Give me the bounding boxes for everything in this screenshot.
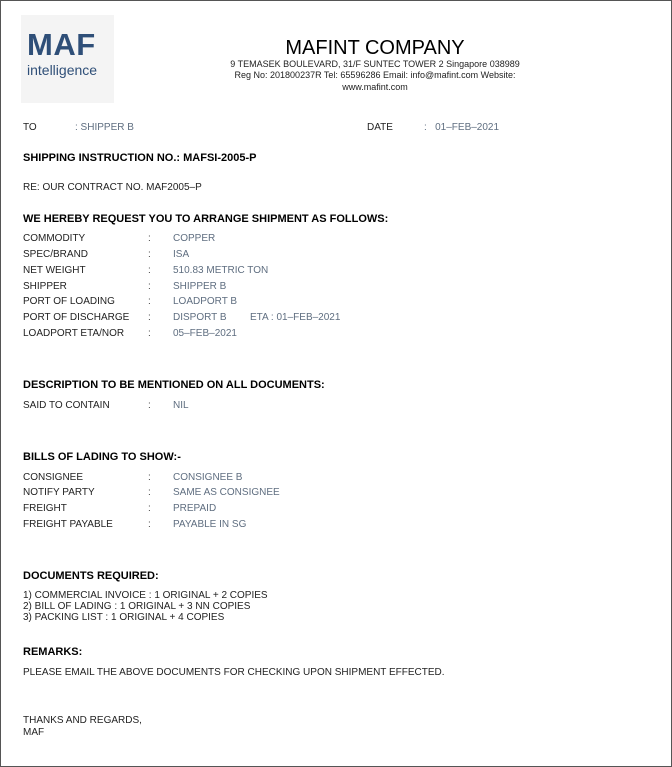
detail-value: SAME AS CONSIGNEE	[173, 487, 280, 498]
company-address: 9 TEMASEK BOULEVARD, 31/F SUNTEC TOWER 2 Singapore 038989	[230, 59, 520, 69]
list-item: 3) PACKING LIST : 1 ORIGINAL + 4 COPIES	[23, 612, 225, 623]
colon: :	[148, 265, 151, 276]
detail-value: 05–FEB–2021	[173, 328, 237, 339]
detail-label: NOTIFY PARTY	[23, 487, 95, 498]
detail-label: SHIPPER	[23, 281, 67, 292]
company-header	[201, 37, 549, 93]
detail-row-commodity	[23, 233, 623, 247]
documents-heading: DOCUMENTS REQUIRED:	[23, 570, 159, 582]
bills-heading: BILLS OF LADING TO SHOW:-	[23, 451, 181, 463]
colon: :	[148, 312, 151, 323]
closing-line: THANKS AND REGARDS,	[23, 715, 142, 726]
detail-label: COMMODITY	[23, 233, 86, 244]
detail-row-said-to-contain	[23, 400, 623, 414]
shipment-heading: WE HEREBY REQUEST YOU TO ARRANGE SHIPMENT AS FOLLOWS:	[23, 213, 389, 225]
to-label: TO	[23, 122, 37, 133]
list-item: 1) COMMERCIAL INVOICE : 1 ORIGINAL + 2 COPIES	[23, 590, 268, 601]
detail-row-consignee	[23, 472, 623, 486]
detail-value: NIL	[173, 400, 189, 411]
closing-signature: MAF	[23, 727, 45, 738]
detail-row-port-of-loading	[23, 296, 623, 310]
detail-label: PORT OF LOADING	[23, 296, 115, 307]
company-name: MAFINT COMPANY	[285, 37, 465, 59]
detail-row-freight-payable	[23, 519, 623, 533]
remarks-heading: REMARKS:	[23, 646, 83, 658]
colon: :	[148, 487, 151, 498]
description-heading: DESCRIPTION TO BE MENTIONED ON ALL DOCUMENTS:	[23, 379, 325, 391]
company-registration: Reg No: 201800237R Tel: 65596286 Email: info@mafint.com Website: www.mafint.com	[234, 70, 516, 92]
colon: :	[148, 400, 151, 411]
detail-label: SPEC/BRAND	[23, 249, 89, 260]
detail-value: ISA	[173, 249, 190, 260]
detail-label: LOADPORT ETA/NOR	[23, 328, 125, 339]
detail-row-spec-brand	[23, 249, 623, 263]
colon: :	[148, 503, 151, 514]
detail-value: LOADPORT B	[173, 296, 238, 307]
instruction-number: SHIPPING INSTRUCTION NO.: MAFSI-2005-P	[23, 152, 257, 164]
detail-row-shipper	[23, 281, 623, 295]
colon: :	[148, 328, 151, 339]
documents-list	[23, 590, 268, 623]
contract-reference: RE: OUR CONTRACT NO. MAF2005–P	[23, 182, 202, 193]
logo-intelligence-text: intelligence	[27, 62, 98, 78]
colon: :	[148, 296, 151, 307]
detail-value: CONSIGNEE B	[173, 472, 243, 483]
colon: :	[148, 249, 151, 260]
detail-row-freight	[23, 503, 623, 517]
logo-maf-text: MAF	[27, 27, 96, 62]
detail-value: PREPAID	[173, 503, 217, 514]
detail-row-notify-party	[23, 487, 623, 501]
colon: :	[148, 281, 151, 292]
detail-value: COPPER	[173, 233, 216, 244]
detail-row-net-weight	[23, 265, 623, 279]
date-value: : 01–FEB–2021	[424, 122, 500, 133]
detail-label: CONSIGNEE	[23, 472, 84, 483]
company-logo	[21, 15, 114, 103]
detail-row-loadport-eta	[23, 328, 623, 342]
detail-label: FREIGHT PAYABLE	[23, 519, 113, 530]
date-label: DATE	[367, 122, 393, 133]
detail-label: PORT OF DISCHARGE	[23, 312, 130, 323]
colon: :	[148, 233, 151, 244]
detail-value: PAYABLE IN SG	[173, 519, 247, 530]
detail-row-port-of-discharge	[23, 312, 623, 326]
colon: :	[148, 519, 151, 530]
detail-value: SHIPPER B	[173, 281, 227, 292]
detail-value: 510.83 METRIC TON	[173, 265, 269, 276]
detail-label: FREIGHT	[23, 503, 67, 514]
remarks-text: PLEASE EMAIL THE ABOVE DOCUMENTS FOR CHECKING UPON SHIPMENT EFFECTED.	[23, 667, 445, 678]
colon: :	[148, 472, 151, 483]
eta-value: ETA : 01–FEB–2021	[250, 312, 341, 323]
detail-label: NET WEIGHT	[23, 265, 86, 276]
detail-label: SAID TO CONTAIN	[23, 400, 110, 411]
detail-value: DISPORT B	[173, 312, 227, 323]
to-value: : SHIPPER B	[75, 122, 134, 133]
list-item: 2) BILL OF LADING : 1 ORIGINAL + 3 NN COPIES	[23, 601, 251, 612]
